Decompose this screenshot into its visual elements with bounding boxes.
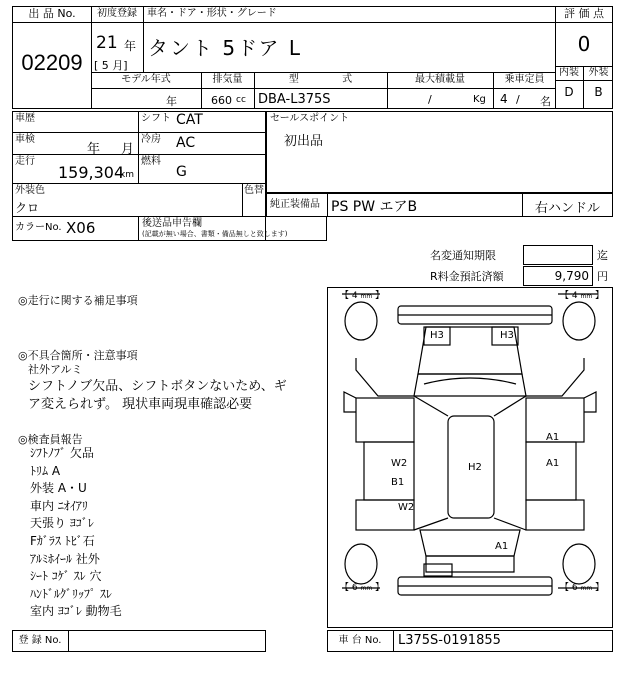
interior-label: 内装 [559,67,579,78]
mark-a1-upper: A1 [546,432,560,443]
exterior-grade: B [594,85,603,99]
chassis-label: 車 台 No. [338,635,382,646]
cooler-label: 冷房 [141,134,161,145]
exterior-label: 外装 [588,67,609,78]
aftermarket-area [266,216,327,241]
lot-no-label: 出 品 No. [28,7,76,20]
mark-b1-left: B1 [391,477,405,488]
car-outline [328,288,612,627]
tire-front-right: 【 4 mm 】 [560,291,605,301]
aftermarket-note: (記載が無い場合、書類・備品無しと致します) [142,230,288,238]
mark-h3-right: H3 [500,330,514,341]
tire-rear-right: 【 6 mm 】 [560,583,605,593]
defect-line: 社外アルミ [28,363,83,376]
color-no-value: X06 [66,219,96,237]
name-change-label: 名変通知期限 [430,249,496,262]
lot-no: 02209 [21,50,83,75]
capacity-label: 乗車定員 [504,74,545,85]
fuel-label: 燃料 [141,156,161,167]
inspector-title: ◎検査員報告 [18,433,83,446]
mileage-label: 走行 [15,156,35,167]
tire-front-left: 【 4 mm 】 [340,291,385,301]
inspector-line: ﾄﾘﾑ A [30,463,61,478]
driving-notes-title: ◎走行に関する補足事項 [18,294,138,307]
inspector-line: ｼﾌﾄﾉﾌﾞ 欠品 [30,446,94,460]
capacity-unit: 名 [540,95,551,108]
inspector-line: ｼｰﾄ ｺｹﾞ ｽﾚ 穴 [30,569,102,584]
aftermarket-label: 後送品申告欄 [142,218,202,229]
inspector-line: 外装 A・U [30,481,87,496]
reg-no-label: 登 録 No. [18,635,62,646]
max-load-unit: Kg [473,94,486,105]
first-reg-year: 21 [96,33,118,53]
rating-label: 評 価 点 [564,7,604,20]
inspector-line: ﾊﾝﾄﾞﾙｸﾞﾘｯﾌﾟ ｽﾚ [30,586,112,601]
selling-points-value: 初出品 [284,134,324,149]
first-reg-month: [ 5 月] [94,59,128,72]
damage-diagram [327,287,613,628]
interior-grade: D [564,85,574,99]
fuel-value: G [176,164,187,180]
capacity-slash: / [516,93,520,106]
max-load-slash: / [428,93,432,106]
history-label: 車歴 [15,113,35,124]
capacity-value: 4 [500,92,508,106]
steering-value: 右ハンドル [534,201,600,216]
recolor-label: 色替 [244,185,264,196]
inspector-line: 天張り ﾖｺﾞﾚ [30,516,94,531]
rating-value: 0 [577,32,591,56]
max-load-label: 最大積載量 [415,74,465,85]
name-change-unit: 迄 [597,249,608,262]
type-value: DBA-L375S [258,92,331,107]
vehicle-label: 車名・ドア・形状・グレード [147,8,277,19]
equipment-label: 純正装備品 [270,199,320,210]
name-change-box [523,245,593,265]
tire-rear-left: 【 6 mm 】 [340,583,385,593]
defect-line: ア変えられず。 現状車両現車確認必要 [28,397,253,412]
color-no-label: カラーNo. [15,222,62,233]
mark-a1-lower: A1 [495,541,509,552]
displacement-label: 排気量 [212,74,243,85]
model-year-label: モデル年式 [121,74,171,85]
shift-label: シフト [141,113,171,124]
recycle-unit: 円 [597,270,608,283]
defect-line: シフトノブ欠品、シフトボタンないため、ギ [28,379,287,394]
model-year-unit: 年 [166,95,177,108]
cooler-value: AC [176,135,196,151]
inspector-line: 室内 ﾖｺﾞﾚ 動物毛 [30,604,122,619]
inspector-line: 車内 ﾆｵｲｱﾘ [30,498,88,513]
displacement-unit: cc [236,95,246,105]
year-unit: 年 [124,39,137,53]
inspector-line: Fｶﾞﾗｽ ﾄﾋﾞ石 [30,533,95,548]
selling-points-label: セールスポイント [270,113,350,124]
equipment-value: PS PW エアB [331,199,418,215]
inspection-label: 車検 [15,134,35,145]
first-reg-label: 初度登録 [97,8,137,19]
recycle-label: R料金預託済額 [430,270,504,283]
mark-w2-lower: W2 [398,502,415,513]
mileage-unit: km [120,170,134,180]
chassis-value: L375S-0191855 [398,633,501,648]
mark-h2-center: H2 [468,462,482,473]
type-label: 型 式 [288,74,353,85]
inspector-line: ｱﾙﾐﾎｲｰﾙ 社外 [30,551,100,566]
recycle-value: 9,790 [554,269,589,283]
mark-a1-middle: A1 [546,458,560,469]
mileage-value: 159,304 [58,163,125,182]
exterior-color-value: クロ [15,201,40,215]
exterior-color-label: 外装色 [15,185,45,196]
inspection-month-unit: 月 [121,142,135,157]
defects-title: ◎不具合箇所・注意事項 [18,349,138,362]
inspector-list [30,445,122,621]
displacement-value: 660 [211,94,232,107]
vehicle-name: タント 5ドア L [148,36,302,60]
defects-list [28,361,287,414]
mark-h3-left: H3 [430,330,444,341]
inspection-year-unit: 年 [87,142,101,157]
shift-value: CAT [176,112,203,128]
mark-w2-left: W2 [391,458,408,469]
